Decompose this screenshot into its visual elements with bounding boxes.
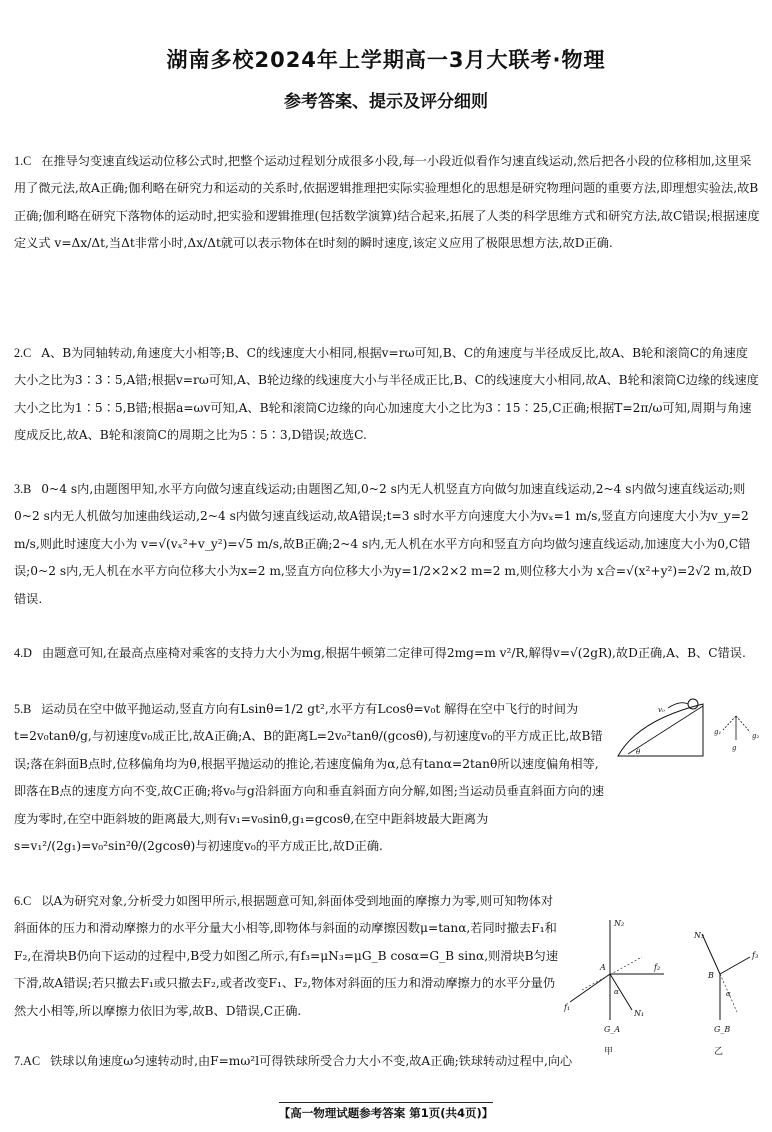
label-GA: G_A xyxy=(604,1025,621,1034)
label-N2: N₂ xyxy=(614,919,625,928)
label-alpha-a: α xyxy=(614,988,619,996)
label-GB: G_B xyxy=(714,1025,731,1034)
answer-4 xyxy=(14,640,760,696)
answer-text: 以A为研究对象,分析受力如图甲所示,根据题意可知,斜面体受到地面的摩擦力为零,则可知物体对斜面体的压力和滑动摩擦力的水平分量大小相等,即物体与斜面的动摩擦因数μ=tanα,若同时撤去F₁和F₂,在滑块B仍向下运动的过程中,B受力如图乙所示,有f₃=μN₃=μG_B cosα=G_B sinα,则滑块B匀速下滑,故A错误;若只撤去F₁或只撤去F₂,或者改变F₁、F₂,物体对斜面的压力和滑动摩擦力的水平分量仍然大小相等,所以摩擦力依旧为零,故B、D错误,C正确. xyxy=(14,894,559,1018)
slope-line xyxy=(628,706,703,754)
label-v0: v₀ xyxy=(658,706,665,714)
page-footer xyxy=(0,1102,772,1121)
answer-text: A、B为同轴转动,角速度大小相等;B、C的线速度大小相同,根据v=rω可知,B、C的角速度与半径成反比,故A、B轮和滚筒C的角速度大小之比为3∶3∶5,A错;根据v=rω可知,A、B轮边缘的线速度大小与半径成正比,B、C的线速度大小相同,故A、B轮和滚筒C边缘的线速度大小之比为1∶5∶5,B错;根据a=ωv可知,A、B轮和滚筒C边缘的向心加速度大小之比为3∶15∶25,C正确;根据T=2π/ω可知,周期与角速度成反比,故A、B轮和滚筒C的周期之比为5∶5∶3,D错误;故选C. xyxy=(14,346,759,443)
label-f1: f₁ xyxy=(564,1003,571,1012)
vector-g2 xyxy=(736,716,750,732)
label-N3: N₃ xyxy=(694,931,705,940)
answer-1 xyxy=(14,148,760,340)
label-theta: θ xyxy=(636,748,641,756)
answer-text: 在推导匀变速直线运动位移公式时,把整个运动过程划分成很多小段,每一小段近似看作匀速直线运动,然后把各小段的位移相加,这里采用了微元法,故A正确;伽利略在研究力和运动的关系时,依据逻辑推理把实际实验理想化的思想是研究物理问题的重要方法,即理想实验法,故B正确;伽利略在研究下落物体的运动时,把实验和逻辑推理(包括数学演算)结合起来,拓展了人类的科学思维方式和研究方法,故C错误;根据速度定义式 v=Δx/Δt,当Δt非常小时,Δx/Δt就可以表示物体在t时刻的瞬时速度,该定义应用了极限思想方法,故D正确. xyxy=(14,154,760,251)
page-subtitle: 参考答案、提示及评分细则 xyxy=(284,92,488,112)
label-yi: 乙 xyxy=(714,1047,724,1057)
force-f3 xyxy=(720,957,750,974)
label-jia: 甲 xyxy=(604,1047,614,1057)
label-alpha-b: α xyxy=(726,990,731,998)
label-g2: g₂ xyxy=(752,732,760,740)
label-A: A xyxy=(600,963,606,972)
answer-number: 7.AC xyxy=(14,1054,41,1068)
answer-3 xyxy=(14,476,760,640)
label-f3: f₃ xyxy=(752,951,759,960)
label-N1: N₁ xyxy=(634,1009,645,1018)
footer-text: 【高一物理试题参考答案 第1页(共4页)】 xyxy=(279,1102,494,1121)
answer-text: 铁球以角速度ω匀速转动时,由F=mω²l可得铁球所受合力大小不变,故A正确;铁球转动过程中,向心 xyxy=(50,1054,573,1068)
answer-number: 4.D xyxy=(14,646,32,660)
label-f2: f₂ xyxy=(654,963,661,972)
answer-text: 运动员在空中做平抛运动,竖直方向有Lsinθ=1/2 gt²,水平方有Lcosθ=v₀t 解得在空中飞行的时间为t=2v₀tanθ/g,与初速度v₀成正比,故A正确;A、B的距离L=2v₀²tanθ/(gcosθ),与初速度v₀的平方成正比,故B错误;落在斜面B点时,位移偏角均为θ,根据平抛运动的推论,若速度偏角为α,总有tanα=2tanθ所以速度偏角相等,即落在B点的速度方向不变,故C正确;将v₀与g沿斜面方向和垂直斜面方向分解,如图;当运动员垂直斜面方向的速度为零时,在空中距斜坡的距离最大,则有v₁=v₀sinθ,g₁=gcosθ,在空中距斜坡最大距离为s=v₁²/(2g₁)=v₀²sin²θ/(2gcosθ)与初速度v₀的平方成正比,故D正确. xyxy=(14,702,605,854)
answer-text: 0~4 s内,由题图甲知,水平方向做匀速直线运动;由题图乙知,0~2 s内无人机竖直方向做匀加速直线运动,2~4 s内做匀速直线运动;则0~2 s内无人机做匀加速曲线运动,2~4 s内做匀速直线运动,故A错误;t=3 s时水平方向速度大小为vₓ=1 m/s,竖直方向速度大小为v_y=2 m/s,则此时速度大小为 v=√(vₓ²+v_y²)=√5 m/s,故B正确;2~4 s内,无人机在水平方向和竖直方向均做匀速直线运动,加速度大小为0,C错误;0~2 s内,无人机在水平方向位移大小为x=2 m,竖直方向位移大小为y=1/2×2×2 m=2 m,则位移大小为 x合=√(x²+y²)=2√2 m,故D错误. xyxy=(14,482,752,606)
answer-text: 由题意可知,在最高点座椅对乘客的支持力大小为mg,根据牛顿第二定律可得2mg=m v²/R,解得v=√(2gR),故D正确,A、B、C错误. xyxy=(41,646,746,660)
page-title: 湖南多校2024年上学期高一3月大联考·物理 xyxy=(166,48,606,72)
answer-number: 1.C xyxy=(14,154,32,168)
label-g: g xyxy=(732,744,737,752)
answer-number: 2.C xyxy=(14,346,32,360)
label-g1: g₁ xyxy=(714,728,722,736)
skier-ball xyxy=(688,699,698,709)
label-B: B xyxy=(708,971,714,980)
answer-number: 3.B xyxy=(14,482,32,496)
force-N3 xyxy=(702,934,720,974)
ski-jump-figure xyxy=(608,690,768,760)
answer-number: 5.B xyxy=(14,702,32,716)
vector-g1 xyxy=(723,716,736,730)
trajectory-arc xyxy=(668,703,688,708)
answer-number: 6.C xyxy=(14,894,32,908)
force-diagram-figure xyxy=(562,912,767,1062)
answer-2 xyxy=(14,340,760,476)
